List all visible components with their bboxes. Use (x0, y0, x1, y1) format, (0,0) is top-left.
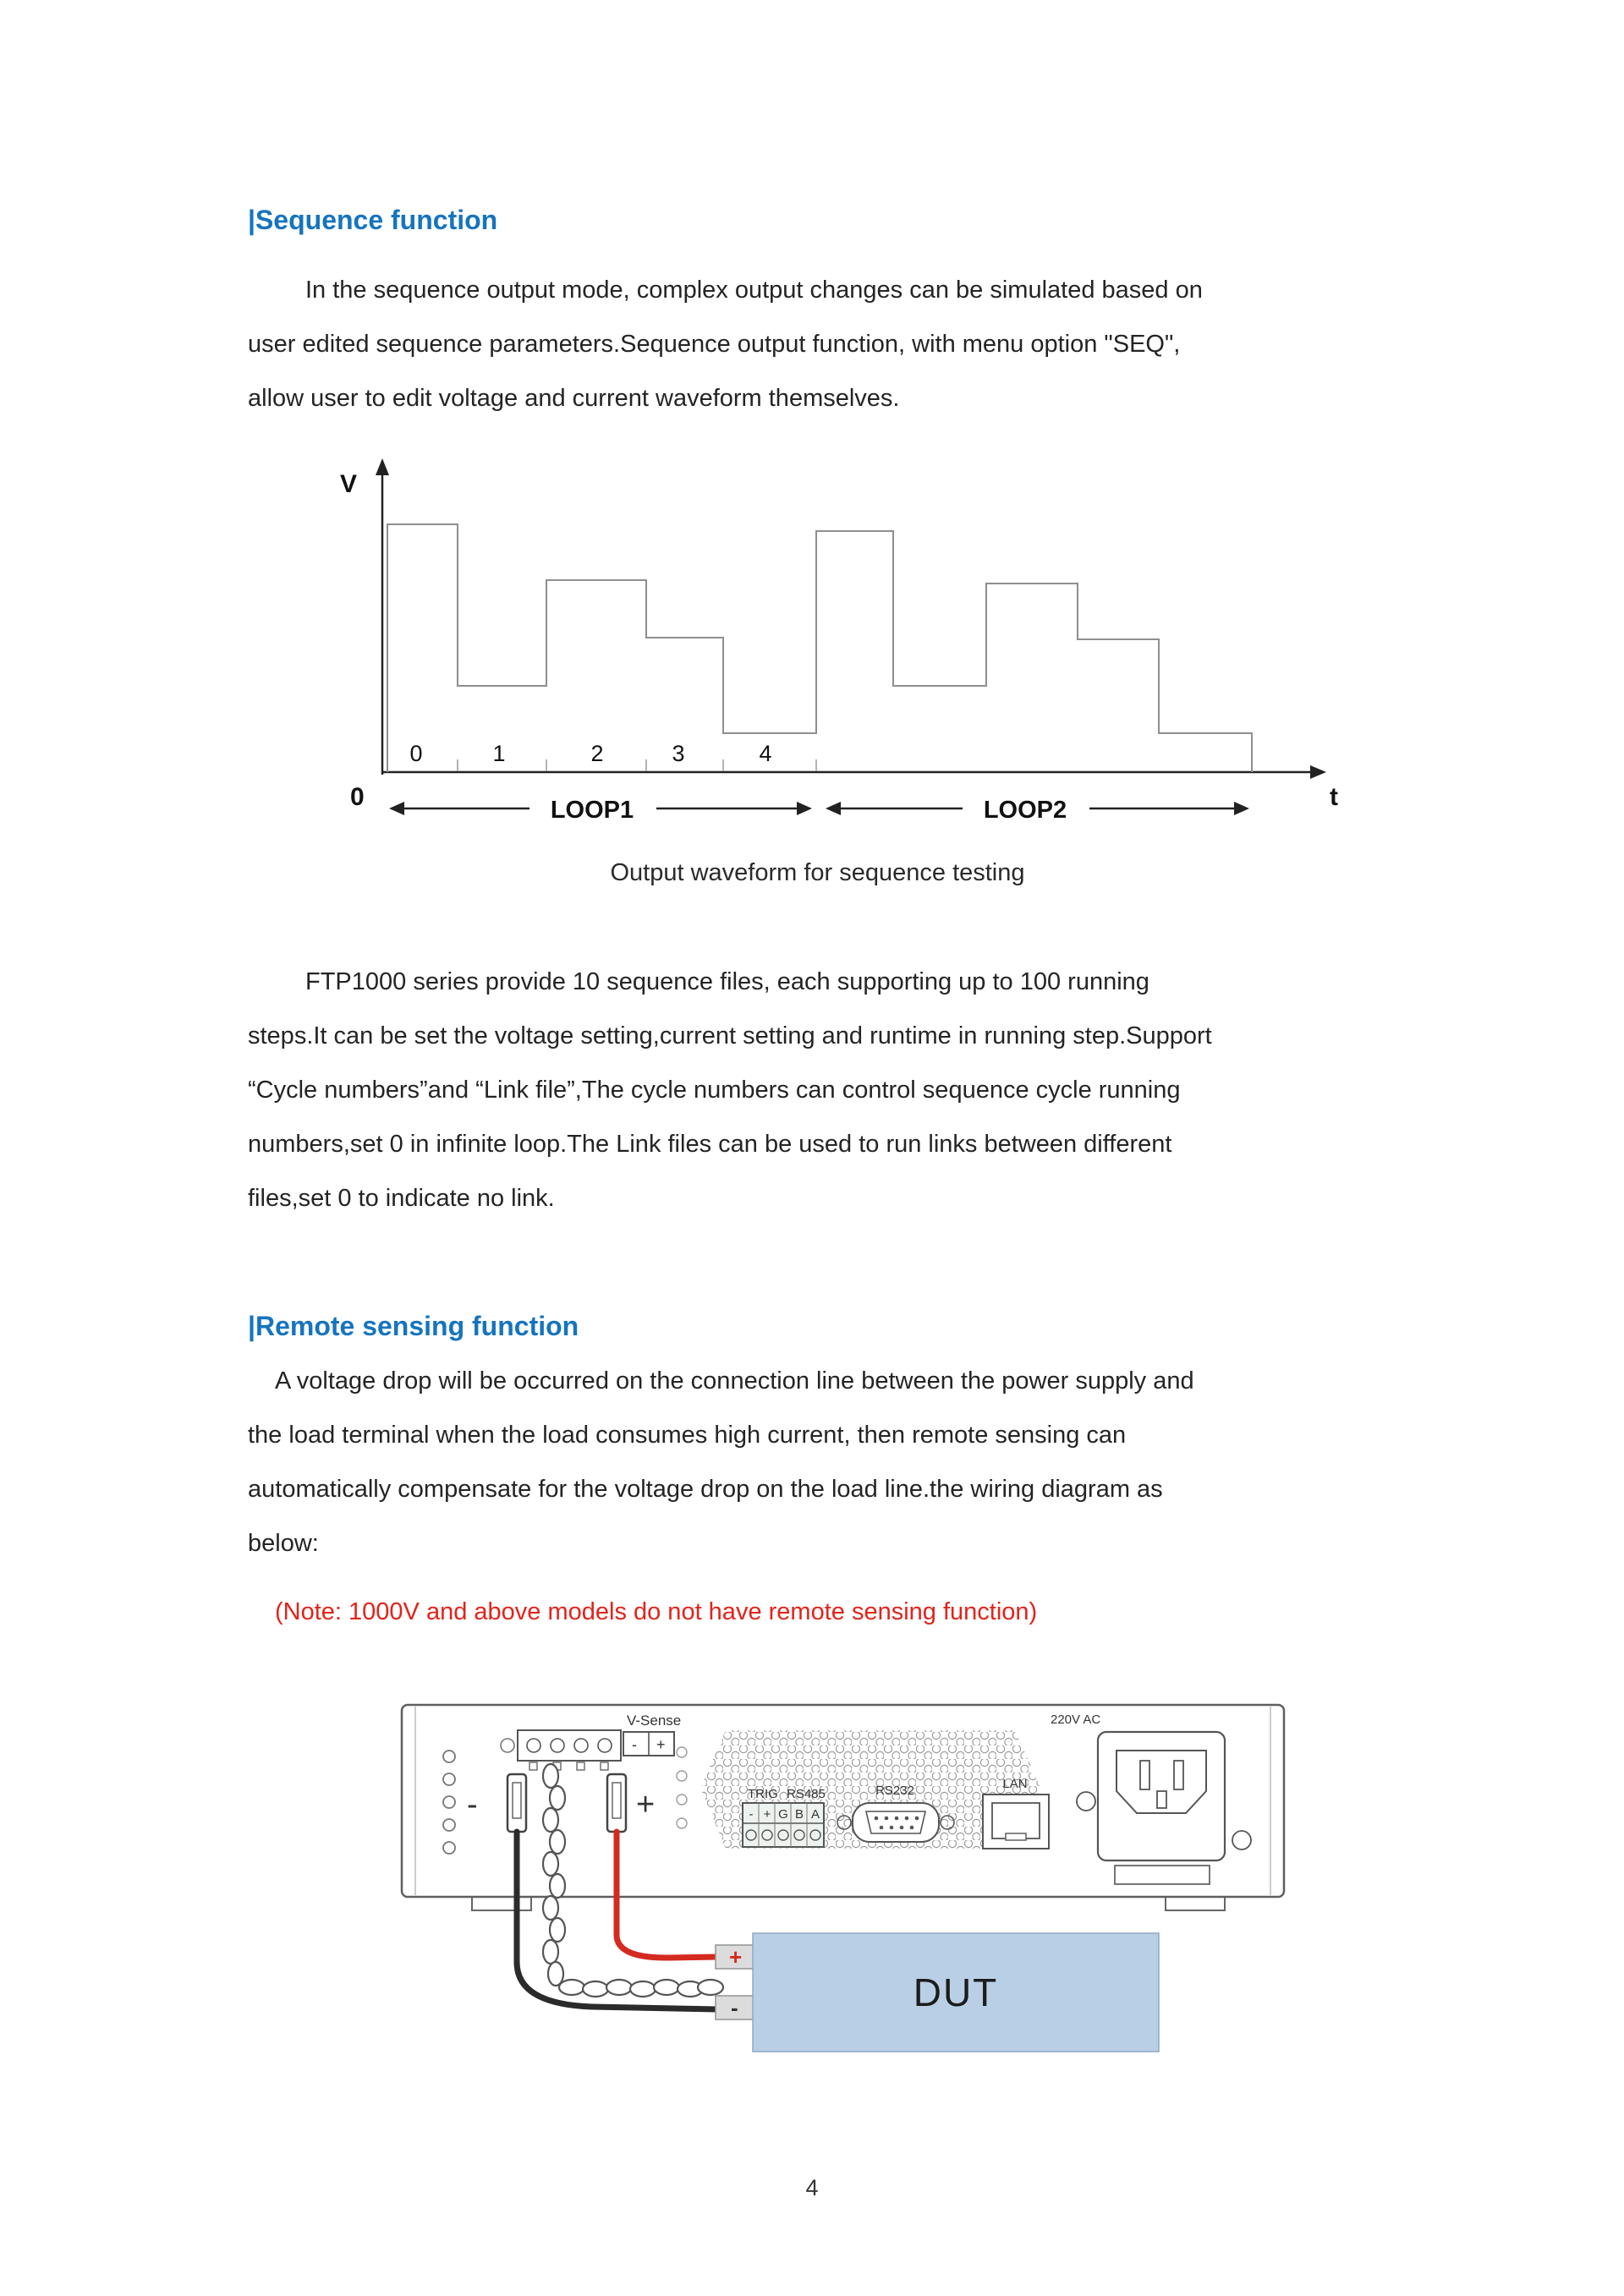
vsense-label: V-Sense (627, 1712, 682, 1729)
chassis-foot (1166, 1897, 1225, 1910)
rs485-pin-label: + (763, 1807, 771, 1822)
x-axis-arrow (1310, 765, 1326, 779)
trig-label: TRIG (748, 1787, 778, 1801)
lan-label: LAN (1002, 1777, 1028, 1791)
paragraph-line: In the sequence output mode, complex output changes can be simulated based on (305, 277, 1203, 304)
loop1-span (389, 797, 812, 824)
paragraph-line: FTP1000 series provide 10 sequence files, each supporting up to 100 running (305, 968, 1149, 995)
rs485-terminal-block (743, 1803, 824, 1847)
paragraph-line: numbers,set 0 in infinite loop.The Link files can be used to run links between different (248, 1131, 1172, 1158)
output-plus-label: + (636, 1787, 656, 1822)
page-number: 4 (805, 2175, 819, 2200)
chassis-foot (472, 1897, 531, 1910)
tick-label-1: 1 (492, 741, 506, 766)
remote-paragraph (248, 1354, 1432, 1570)
vsense-pin-plus: + (656, 1736, 666, 1753)
output-post-positive (607, 1774, 626, 1832)
origin-label: 0 (350, 783, 365, 811)
dut-plus-label: + (729, 1944, 743, 1970)
rs485-pin-label: A (810, 1807, 820, 1822)
rear-panel-diagram (372, 1691, 1303, 2080)
x-axis-label: t (1330, 783, 1338, 811)
loop2-span (826, 797, 1249, 824)
vsense-pin-minus: - (632, 1736, 637, 1753)
ac-inlet (1098, 1732, 1225, 1884)
tick-label-0: 0 (409, 741, 423, 766)
rs232-label: RS232 (875, 1784, 914, 1798)
rs485-label: RS485 (787, 1787, 826, 1801)
remote-section-heading: |Remote sensing function (248, 1311, 579, 1341)
waveform-trace (387, 524, 1252, 772)
sequence-waveform-diagram (321, 448, 1362, 871)
ac-inlet-label: 220V AC (1051, 1712, 1101, 1727)
sequence-paragraph (248, 263, 1432, 425)
dut-negative-terminal (716, 1995, 754, 2020)
rs485-pin-label: - (749, 1807, 754, 1822)
output-post-negative (508, 1774, 526, 1832)
paragraph-line: below: (248, 1530, 319, 1557)
paragraph-line: the load terminal when the load consumes high current, then remote sensing can (248, 1422, 1127, 1449)
lan-port (983, 1795, 1049, 1849)
tick-label-2: 2 (590, 741, 604, 766)
dut-minus-label: - (731, 1995, 738, 2020)
rs485-pin-label: G (778, 1807, 788, 1822)
paragraph-line: allow user to edit voltage and current waveform themselves. (248, 385, 900, 412)
waveform-caption: Output waveform for sequence testing (610, 859, 1025, 886)
paragraph-line: steps.It can be set the voltage setting,current setting and runtime in running step.Support (248, 1022, 1212, 1049)
paragraph-line: files,set 0 to indicate no link. (248, 1185, 555, 1212)
ftp1000-paragraph (248, 955, 1432, 1225)
rs485-pin-label: B (794, 1807, 804, 1822)
dut-positive-terminal (716, 1944, 754, 1970)
tick-label-4: 4 (759, 741, 772, 766)
paragraph-line: user edited sequence parameters.Sequence output function, with menu option "SEQ", (248, 331, 1181, 358)
remote-sensing-note: (Note: 1000V and above models do not have remote sensing function) (275, 1598, 1038, 1625)
paragraph-line: A voltage drop will be occurred on the connection line between the power supply and (275, 1367, 1194, 1395)
paragraph-line: automatically compensate for the voltage drop on the load line.the wiring diagram as (248, 1476, 1163, 1503)
dut-label: DUT (913, 1970, 999, 2014)
loop2-label: LOOP2 (983, 797, 1067, 824)
output-minus-label: - (467, 1787, 478, 1822)
y-axis-arrow (376, 458, 389, 475)
vsense-connector (623, 1732, 674, 1756)
tick-label-3: 3 (672, 741, 685, 766)
paragraph-line: “Cycle numbers”and “Link file”,The cycle numbers can control sequence cycle running (248, 1077, 1181, 1104)
loop1-label: LOOP1 (550, 797, 634, 824)
y-axis-label: V (340, 470, 358, 498)
tick-labels (409, 741, 771, 766)
sequence-section-heading: |Sequence function (248, 205, 498, 235)
